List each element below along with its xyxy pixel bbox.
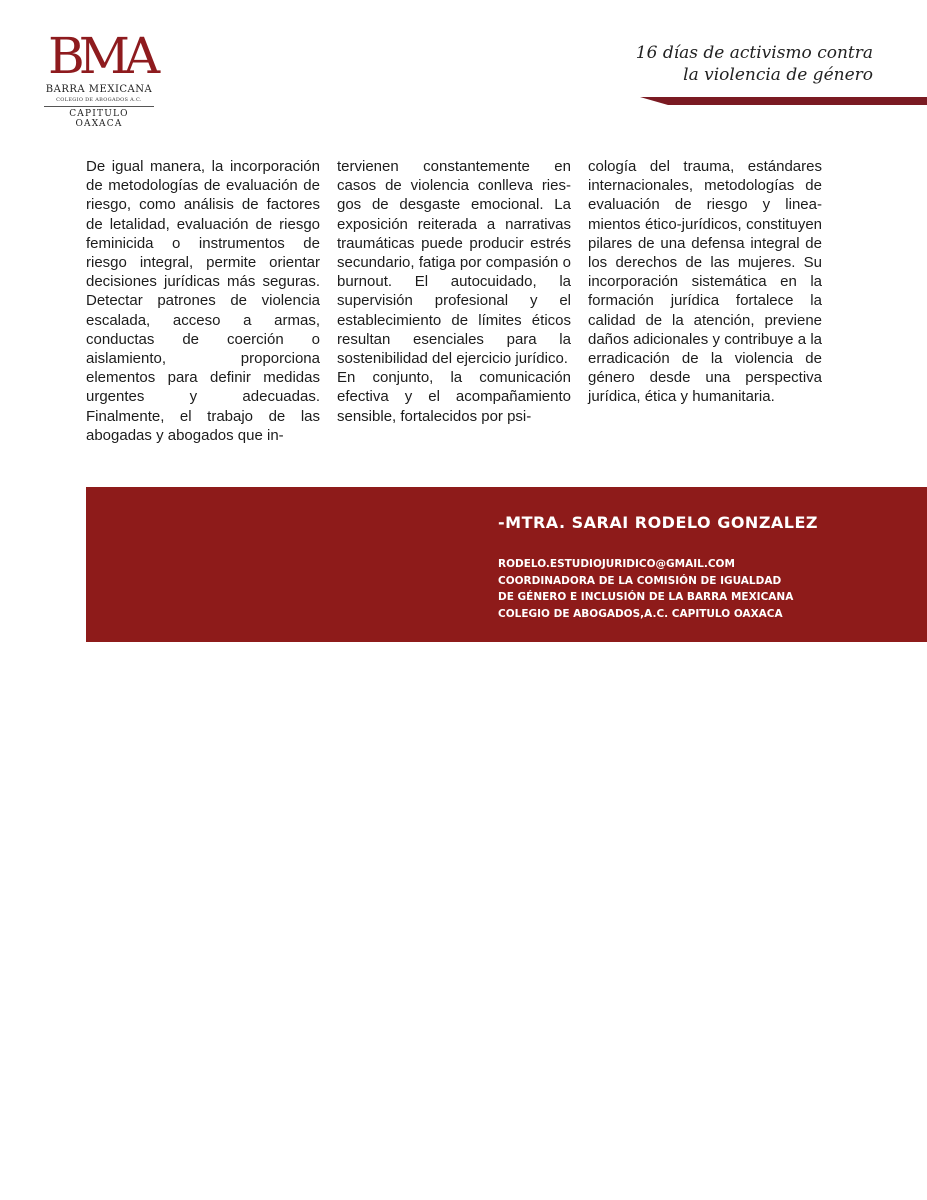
text-column-2 [337,157,571,445]
author-role-line: COORDINADORA DE LA COMISIÓN DE IGUALDAD [498,574,782,587]
paragraph: tervienen constantemente en casos de violencia conlleva riesgos de desgaste emocional. La exposición reiterada a narrativas traumáticas puede producir estrés secundario, fatiga por compasión o burnout. El autocuidado, la supervisión profesional y el establecimiento de límites éticos resultan esenciales para la sostenibilidad del ejercicio jurídico. [337,158,571,368]
text-column-3 [588,157,822,445]
logo-chapter: CAPITULO OAXACA [69,109,129,129]
logo-monogram: BMA [48,27,155,85]
logo-subtitle: COLEGIO DE ABOGADOS A.C. [56,97,142,103]
author-email: RODELO.ESTUDIOJURIDICO@GMAIL.COM [498,558,735,570]
header-accent-bar [640,97,927,105]
paragraph: cología del trauma, estándares internacionales, metodologías de evaluación de riesgo y lineamientos ético-jurídicos, constituyen pilares de una defensa integral de los derechos de las mujeres. Su incorporación sistemática en la formación jurídica fortalece la calidad de la atención, previene daños adicionales y contribuye a la erradicación de la violencia de género desde una perspectiva jurídica, ética y humanitaria. [588,158,822,406]
text-column-1 [86,157,320,445]
paragraph: En conjunto, la comunicación efectiva y el acompañamiento sensible, fortalecidos por psi- [337,369,571,425]
author-role-line: DE GÉNERO E INCLUSIÓN DE LA BARRA MEXICANA [498,591,794,603]
campaign-title [573,42,873,86]
author-role-line: COLEGIO DE ABOGADOS,A.C. CAPITULO OAXACA [498,607,783,620]
logo-name: BARRA MEXICANA [45,84,153,95]
paragraph: De igual manera, la incorporación de metodologías de evaluación de riesgo, como análisis de factores de letalidad, evaluación de riesgo feminicida o instrumentos de riesgo integral, permite orientar decisiones jurídicas más seguras. Detectar patrones de violencia escalada, acceso a armas, conductas de coerción o aislamiento, proporciona elementos para definir medidas urgentes y adecuadas. Finalmente, el trabajo de las abogadas y abogados que in- [86,158,320,444]
signature-panel [86,487,927,642]
article-body [86,157,822,445]
logo-divider [44,106,154,107]
author-details [498,556,793,622]
author-name: -MTRA. SARAI RODELO GONZALEZ [498,513,819,532]
campaign-title-line2: la violencia de género [683,65,873,85]
bma-logo [44,27,155,129]
campaign-title-line1: 16 días de activismo contra [635,43,873,63]
